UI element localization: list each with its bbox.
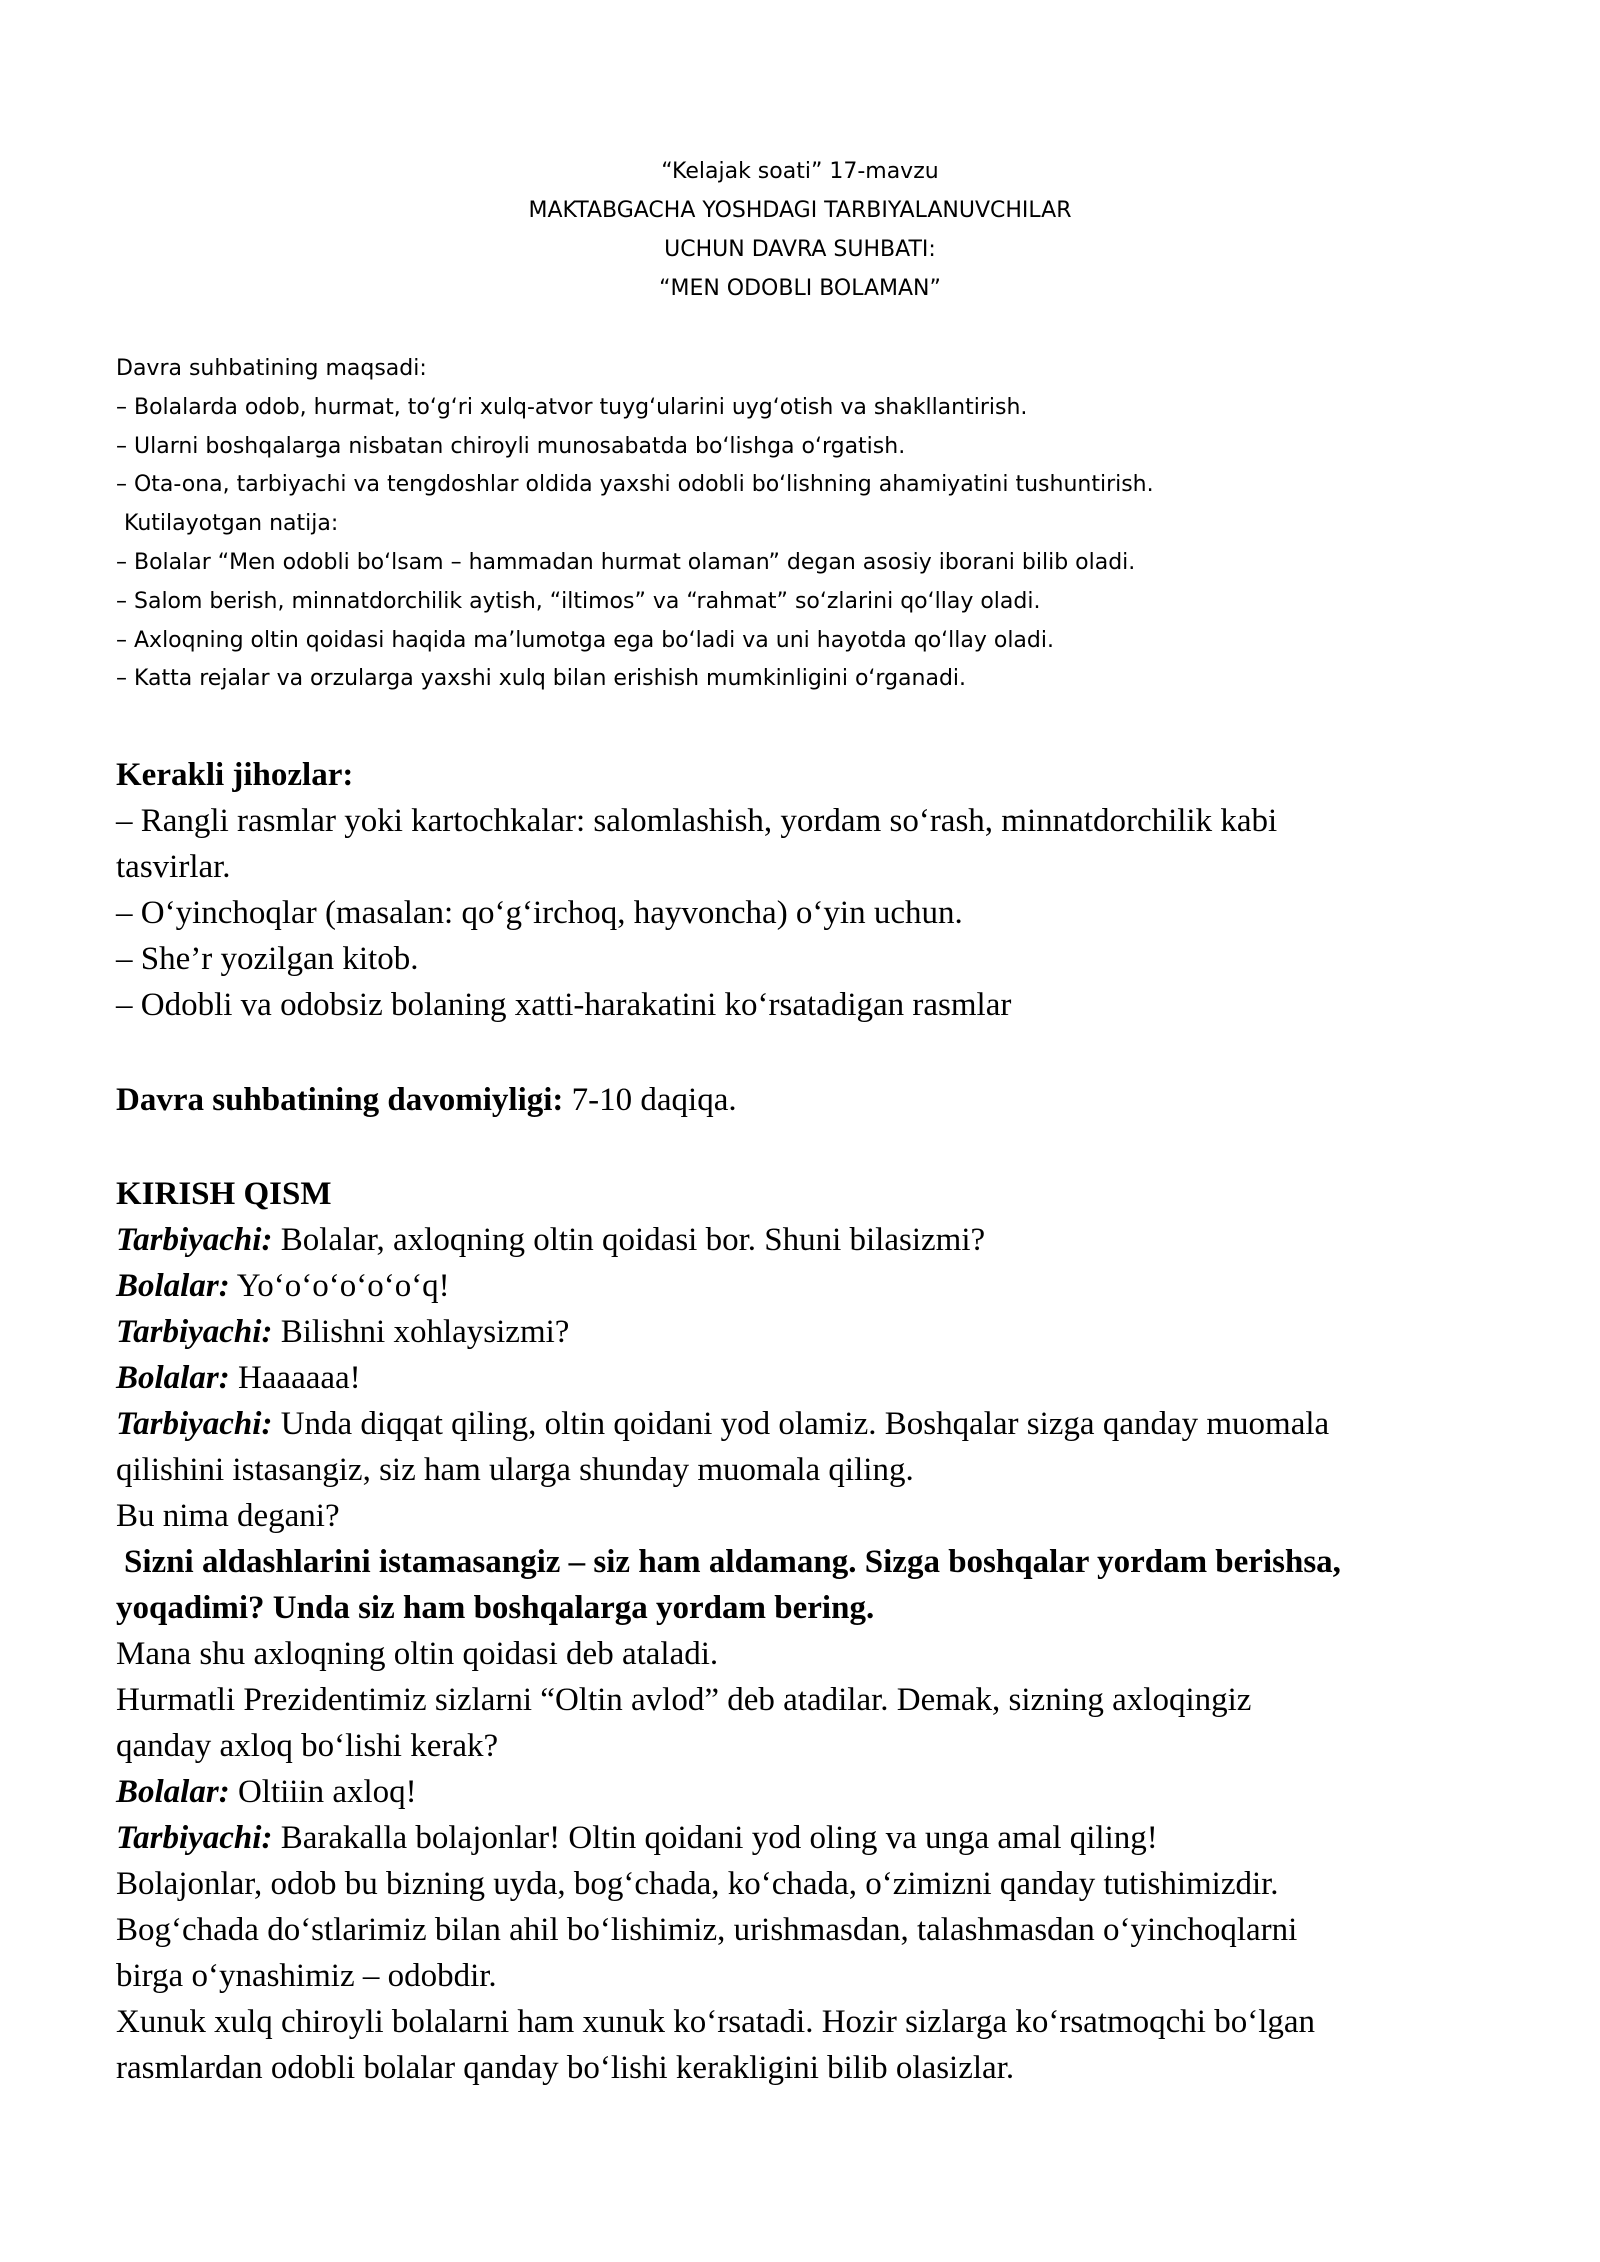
dialogue-line: Tarbiyachi: Barakalla bolajonlar! Oltin qoidani yod oling va unga amal qiling! [116, 1820, 1158, 1856]
equipment-item: – O‘yinchoqlar (masalan: qo‘g‘irchoq, hayvoncha) o‘yin uchun. [116, 895, 963, 931]
dialogue-line: Tarbiyachi: Bolalar, axloqning oltin qoidasi bor. Shuni bilasizmi? [116, 1222, 986, 1258]
results-heading: Kutilayotgan natija: [124, 511, 339, 537]
equipment-heading: Kerakli jihozlar: [116, 757, 354, 793]
golden-rule-line: yoqadimi? Unda siz ham boshqalarga yordam bering. [116, 1590, 875, 1626]
duration-line [116, 1077, 1536, 1123]
dialogue-line: Tarbiyachi: Unda diqqat qiling, oltin qoidani yod olamiz. Boshqalar sizga qanday muomala [116, 1406, 1330, 1442]
paragraph-line: Bog‘chada do‘stlarimiz bilan ahil bo‘lishimiz, urishmasdan, talashmasdan o‘yinchoqlarni [116, 1912, 1298, 1948]
speaker-children: Bolalar: [116, 1774, 230, 1810]
header-line-title-1: MAKTABGACHA YOSHDAGI TARBIYALANUVCHILAR [528, 198, 1072, 223]
duration-value: 7-10 daqiqa. [563, 1082, 737, 1118]
equipment-item: – She’r yozilgan kitob. [116, 941, 419, 977]
goal-item: – Ota-ona, tarbiyachi va tengdoshlar oldida yaxshi odobli bo‘lishning ahamiyatini tushuntirish. [116, 472, 1154, 498]
speaker-children: Bolalar: [116, 1360, 230, 1396]
goals-heading: Davra suhbatining maqsadi: [116, 356, 427, 381]
result-item: – Salom berish, minnatdorchilik aytish, “iltimos” va “rahmat” so‘zlarini qo‘llay oladi. [116, 588, 1041, 614]
equipment-item: – Rangli rasmlar yoki kartochkalar: salomlashish, yordam so‘rash, minnatdorchilik kabi [116, 803, 1278, 839]
duration-label: Davra suhbatining davomiyligi: [116, 1082, 564, 1118]
speaker-teacher: Tarbiyachi: [116, 1314, 273, 1350]
paragraph-line: Bolajonlar, odob bu bizning uyda, bog‘chada, ko‘chada, o‘zimizni qanday tutishimizdir. [116, 1866, 1279, 1902]
equipment-item: tasvirlar. [116, 849, 231, 885]
equipment-section [116, 752, 1536, 1028]
paragraph-line: rasmlardan odobli bolalar qanday bo‘lishi kerakligini bilib olasizlar. [116, 2050, 1015, 2086]
header-line-title-2: UCHUN DAVRA SUHBATI: [664, 237, 936, 262]
header-line-topic: “Kelajak soati” 17-mavzu [661, 159, 939, 184]
dialogue-line: Bolalar: Haaaaaa! [116, 1360, 361, 1396]
paragraph-line: Mana shu axloqning oltin qoidasi deb ataladi. [116, 1636, 719, 1672]
paragraph-line: Bu nima degani? [116, 1498, 340, 1534]
speaker-children: Bolalar: [116, 1268, 230, 1304]
result-item: – Katta rejalar va orzularga yaxshi xulq bilan erishish mumkinligini o‘rganadi. [116, 666, 967, 692]
result-item: – Axloqning oltin qoidasi haqida ma’lumotga ega bo‘ladi va uni hayotda qo‘llay oladi. [116, 627, 1054, 653]
paragraph-line: Hurmatli Prezidentimiz sizlarni “Oltin avlod” deb atadilar. Demak, sizning axloqingiz [116, 1682, 1252, 1718]
goals-section [116, 350, 1516, 699]
paragraph-line: Xunuk xulq chiroyli bolalarni ham xunuk ko‘rsatadi. Hozir sizlarga ko‘rsatmoqchi bo‘lgan [116, 2004, 1316, 2040]
paragraph-line: birga o‘ynashimiz – odobdir. [116, 1958, 497, 1994]
paragraph-line: qilishini istasangiz, siz ham ularga shunday muomala qiling. [116, 1452, 914, 1488]
header-line-title-3: “MEN ODOBLI BOLAMAN” [659, 276, 941, 301]
intro-heading: KIRISH QISM [116, 1176, 332, 1212]
result-item: – Bolalar “Men odobli bo‘lsam – hammadan hurmat olaman” degan asosiy iborani bilib oladi. [116, 549, 1136, 575]
speaker-teacher: Tarbiyachi: [116, 1222, 273, 1258]
paragraph-line: qanday axloq bo‘lishi kerak? [116, 1728, 499, 1764]
equipment-item: – Odobli va odobsiz bolaning xatti-harakatini ko‘rsatadigan rasmlar [116, 987, 1012, 1023]
goal-item: – Bolalarda odob, hurmat, to‘g‘ri xulq-atvor tuyg‘ularini uyg‘otish va shakllantirish. [116, 394, 1028, 420]
goal-item: – Ularni boshqalarga nisbatan chiroyli munosabatda bo‘lishga o‘rgatish. [116, 433, 906, 459]
intro-section [116, 1171, 1536, 2091]
dialogue-line: Bolalar: Yo‘o‘o‘o‘o‘o‘q! [116, 1268, 450, 1304]
dialogue-line: Bolalar: Oltiiin axloq! [116, 1774, 417, 1810]
speaker-teacher: Tarbiyachi: [116, 1820, 273, 1856]
golden-rule-line: Sizni aldashlarini istamasangiz – siz ham aldamang. Sizga boshqalar yordam berishsa, [124, 1544, 1341, 1580]
speaker-teacher: Tarbiyachi: [116, 1406, 273, 1442]
dialogue-line: Tarbiyachi: Bilishni xohlaysizmi? [116, 1314, 570, 1350]
